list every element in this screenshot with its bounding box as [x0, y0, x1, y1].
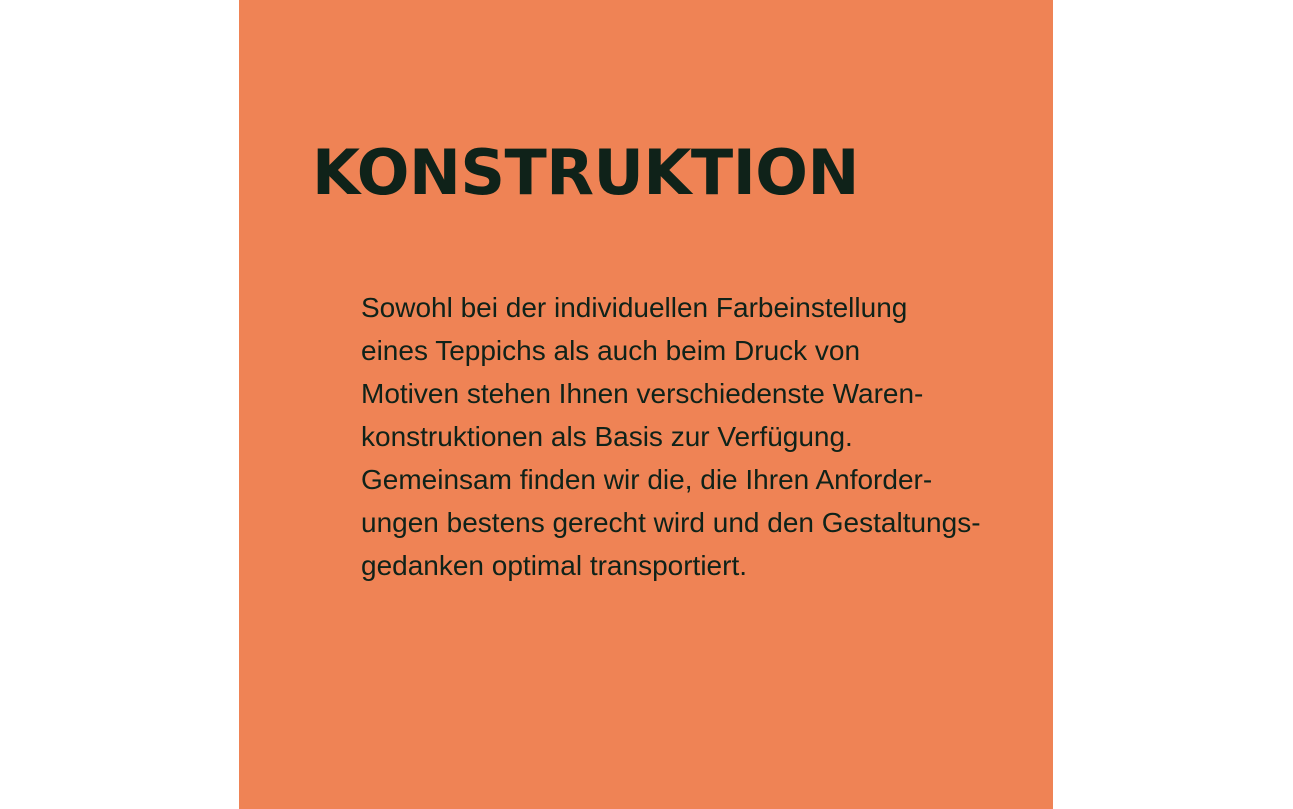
paragraph-line: eines Teppichs als auch beim Druck von	[361, 335, 861, 366]
paragraph-line: Gemeinsam finden wir die, die Ihren Anforder-	[361, 464, 933, 495]
body-paragraph	[361, 286, 1001, 587]
paragraph-line: konstruktionen als Basis zur Verfügung.	[361, 421, 853, 452]
paragraph-line: ungen bestens gerecht wird und den Gestaltungs-	[361, 507, 981, 538]
paragraph-line: gedanken optimal transportiert.	[361, 550, 747, 581]
page-title: KONSTRUKTION	[312, 136, 859, 209]
paragraph-line: Sowohl bei der individuellen Farbeinstellung	[361, 292, 908, 323]
orange-panel	[239, 0, 1053, 809]
paragraph-line: Motiven stehen Ihnen verschiedenste Waren-	[361, 378, 924, 409]
